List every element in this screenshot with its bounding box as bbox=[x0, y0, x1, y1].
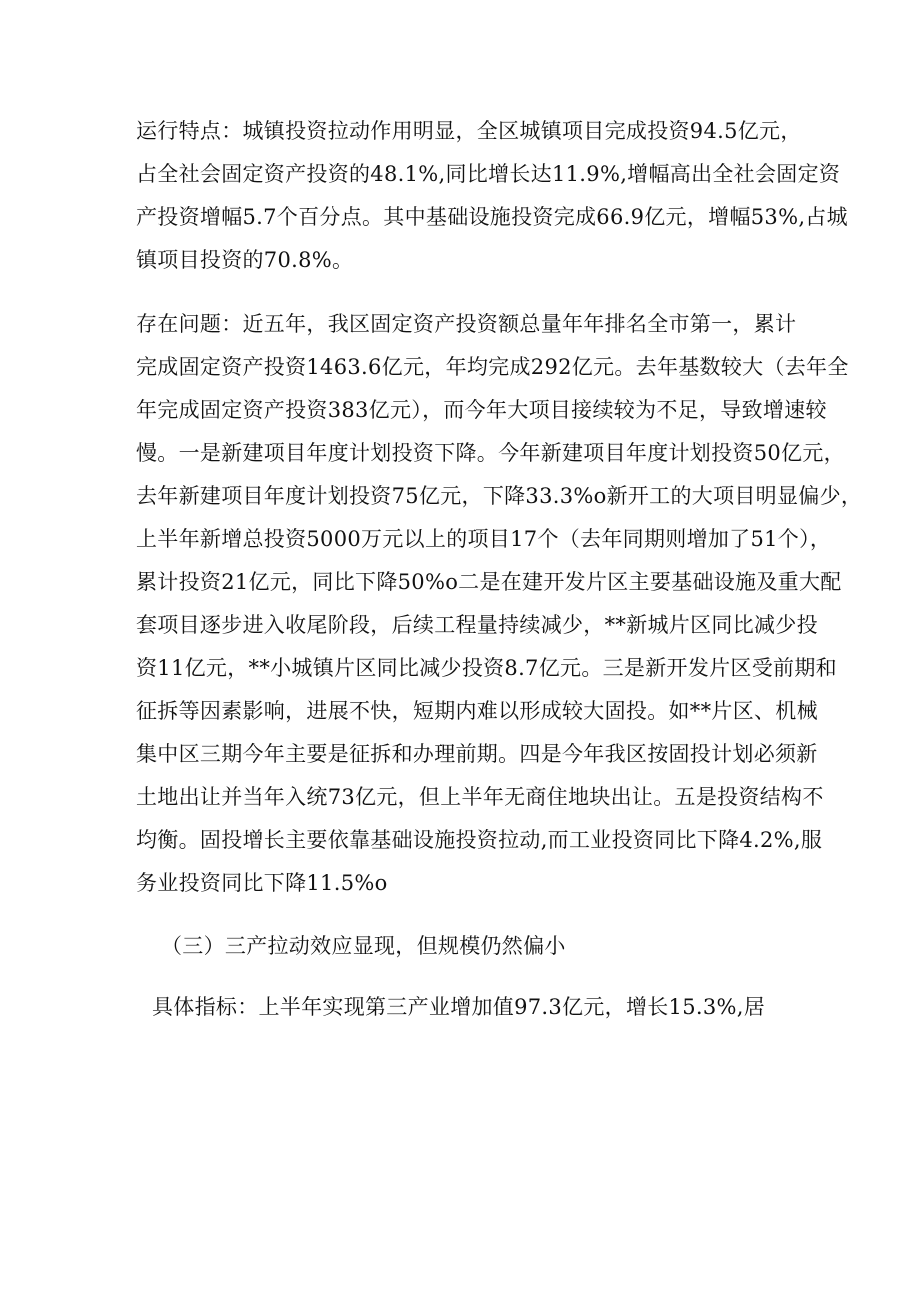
text-line: 去年新建项目年度计划投资75亿元，下降33.3%o新开工的大项目明显偏少， bbox=[136, 484, 863, 508]
text-line: 年完成固定资产投资383亿元），而今年大项目接续较为不足，导致增速较 bbox=[136, 398, 827, 422]
text-line: 产投资增幅5.7个百分点。其中基础设施投资完成66.9亿元，增幅53%,占城 bbox=[136, 205, 848, 229]
text-line: 占全社会固定资产投资的48.1%,同比增长达11.9%,增幅高出全社会固定资 bbox=[136, 162, 841, 186]
text-line: 慢。一是新建项目年度计划投资下降。今年新建项目年度计划投资50亿元， bbox=[136, 441, 845, 465]
text-line: 均衡。固投增长主要依靠基础设施投资拉动,而工业投资同比下降4.2%,服 bbox=[136, 828, 823, 852]
paragraph-operation-features bbox=[136, 110, 848, 282]
text-line: 征拆等因素影响，进展不快，短期内难以形成较大固投。如**片区、机械 bbox=[136, 699, 818, 723]
text-line: 存在问题：近五年，我区固定资产投资额总量年年排名全市第一，累计 bbox=[136, 312, 797, 336]
text-line: 累计投资21亿元，同比下降50%o二是在建开发片区主要基础设施及重大配 bbox=[136, 570, 842, 594]
paragraph-existing-problems bbox=[136, 303, 862, 905]
text-line: 土地出让并当年入统73亿元，但上半年无商住地块出让。五是投资结构不 bbox=[136, 785, 824, 809]
text-line: 镇项目投资的70.8%。 bbox=[136, 248, 354, 272]
text-line: 资11亿元，**小城镇片区同比减少投资8.7亿元。三是新开发片区受前期和 bbox=[136, 656, 837, 680]
paragraph-specific-indicators bbox=[152, 986, 765, 1029]
section-heading-tertiary-industry bbox=[161, 925, 566, 968]
text-line: 务业投资同比下降11.5%o bbox=[136, 871, 388, 895]
text-line: 运行特点：城镇投资拉动作用明显，全区城镇项目完成投资94.5亿元， bbox=[136, 119, 802, 143]
section-heading: （三）三产拉动效应显现，但规模仍然偏小 bbox=[161, 934, 566, 958]
text-line: 完成固定资产投资1463.6亿元，年均完成292亿元。去年基数较大（去年全 bbox=[136, 355, 849, 379]
text-line: 上半年新增总投资5000万元以上的项目17个（去年同期则增加了51个）， bbox=[136, 527, 832, 551]
text-line: 集中区三期今年主要是征拆和办理前期。四是今年我区按固投计划必须新 bbox=[136, 742, 818, 766]
text-line: 具体指标：上半年实现第三产业增加值97.3亿元，增长15.3%,居 bbox=[152, 995, 766, 1019]
text-line: 套项目逐步进入收尾阶段，后续工程量持续减少，**新城片区同比减少投 bbox=[136, 613, 818, 637]
